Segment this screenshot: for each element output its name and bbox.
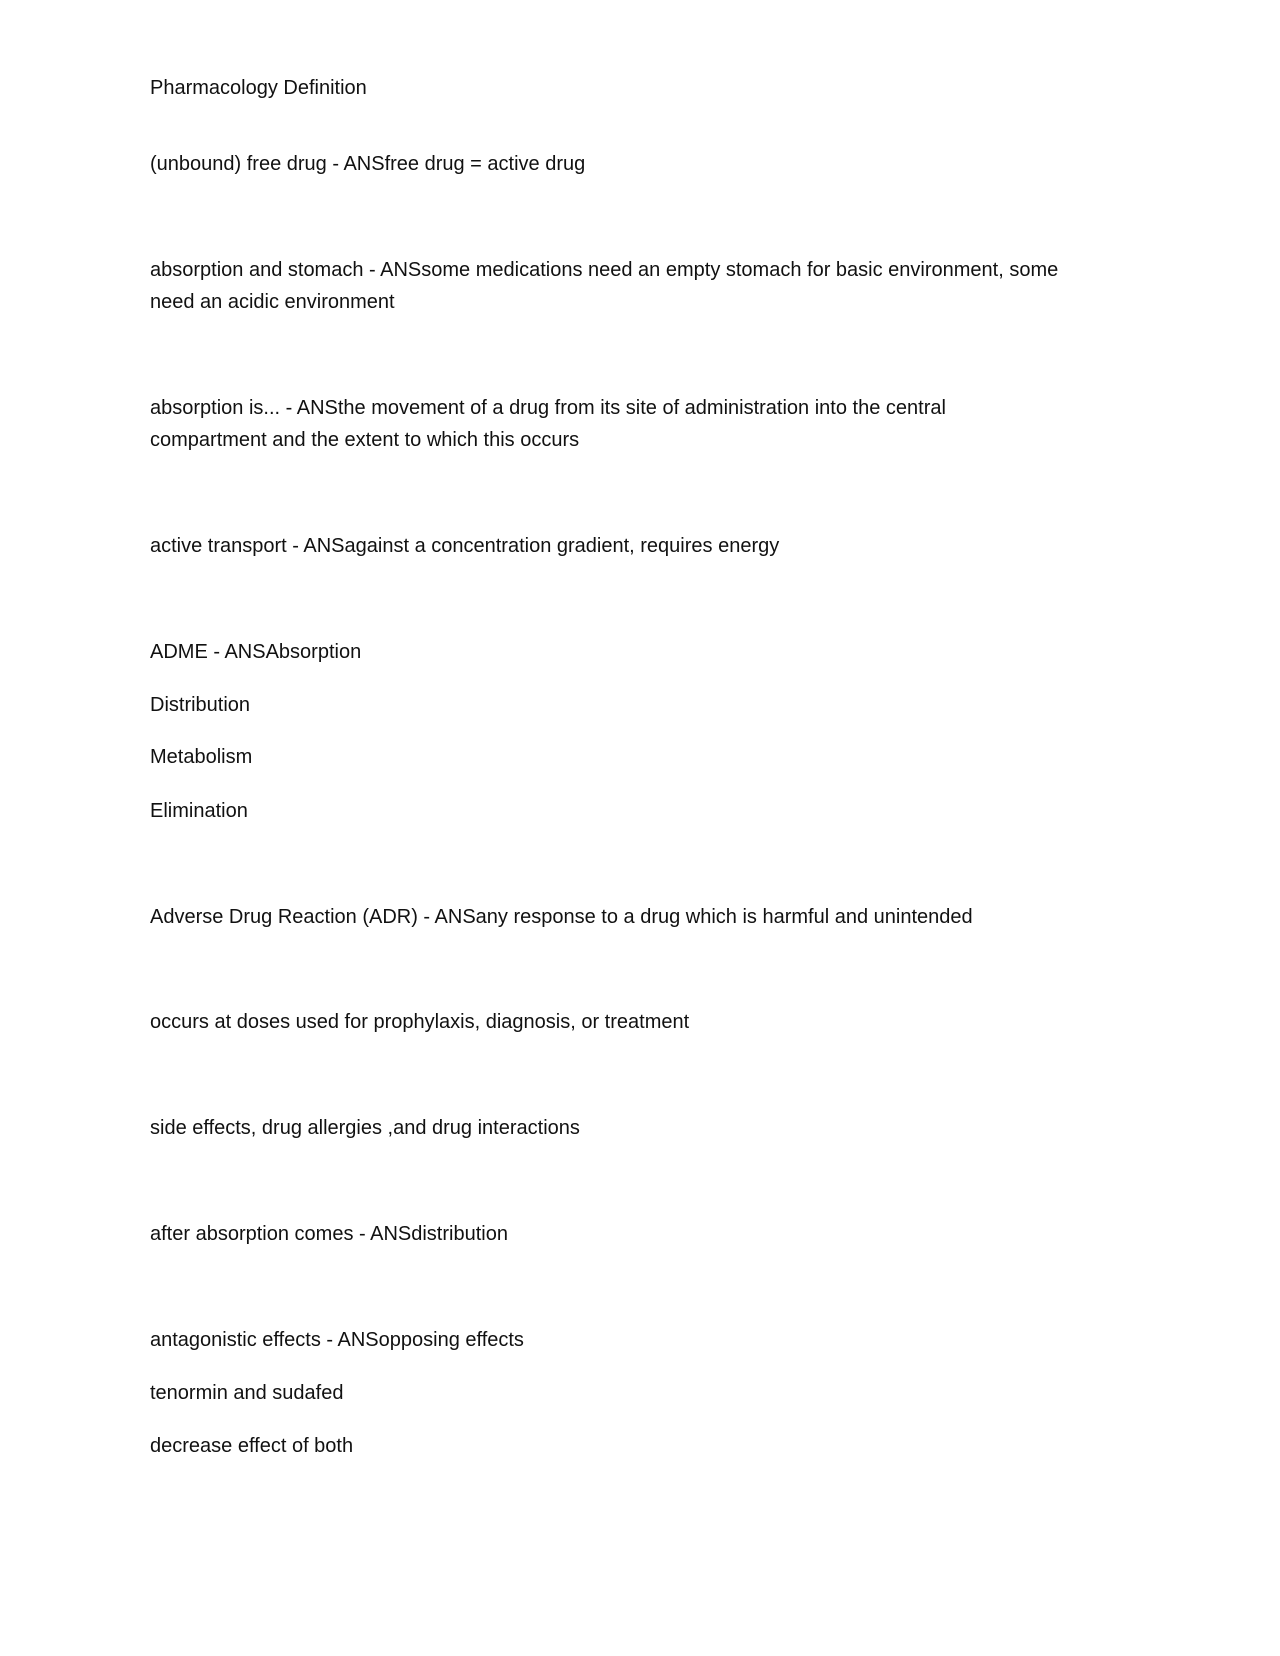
antagonistic-result: decrease effect of both — [150, 1435, 354, 1457]
definition-adme: ADME - ANSAbsorption — [150, 641, 362, 663]
adr-types: side effects, drug allergies ,and drug interactions — [150, 1117, 580, 1139]
definition-absorption-cont: compartment and the extent to which this occurs — [150, 429, 580, 451]
antagonistic-example: tenormin and sudafed — [150, 1382, 344, 1404]
definition-active-transport: active transport - ANSagainst a concentration gradient, requires energy — [150, 535, 780, 557]
definition-absorption-stomach-cont: need an acidic environment — [150, 291, 395, 313]
definition-absorption: absorption is... - ANSthe movement of a drug from its site of administration into the central — [150, 397, 946, 419]
document-title: Pharmacology Definition — [150, 77, 367, 99]
adme-distribution: Distribution — [150, 694, 251, 716]
definition-free-drug: (unbound) free drug - ANSfree drug = active drug — [150, 153, 586, 175]
adr-doses: occurs at doses used for prophylaxis, diagnosis, or treatment — [150, 1011, 690, 1033]
definition-antagonistic: antagonistic effects - ANSopposing effects — [150, 1329, 524, 1351]
definition-absorption-stomach: absorption and stomach - ANSsome medications need an empty stomach for basic environment, some — [150, 259, 1059, 281]
adme-elimination: Elimination — [150, 800, 248, 822]
adme-metabolism: Metabolism — [150, 746, 253, 768]
definition-after-absorption: after absorption comes - ANSdistribution — [150, 1223, 508, 1245]
definition-adr: Adverse Drug Reaction (ADR) - ANSany response to a drug which is harmful and unintended — [150, 906, 973, 928]
